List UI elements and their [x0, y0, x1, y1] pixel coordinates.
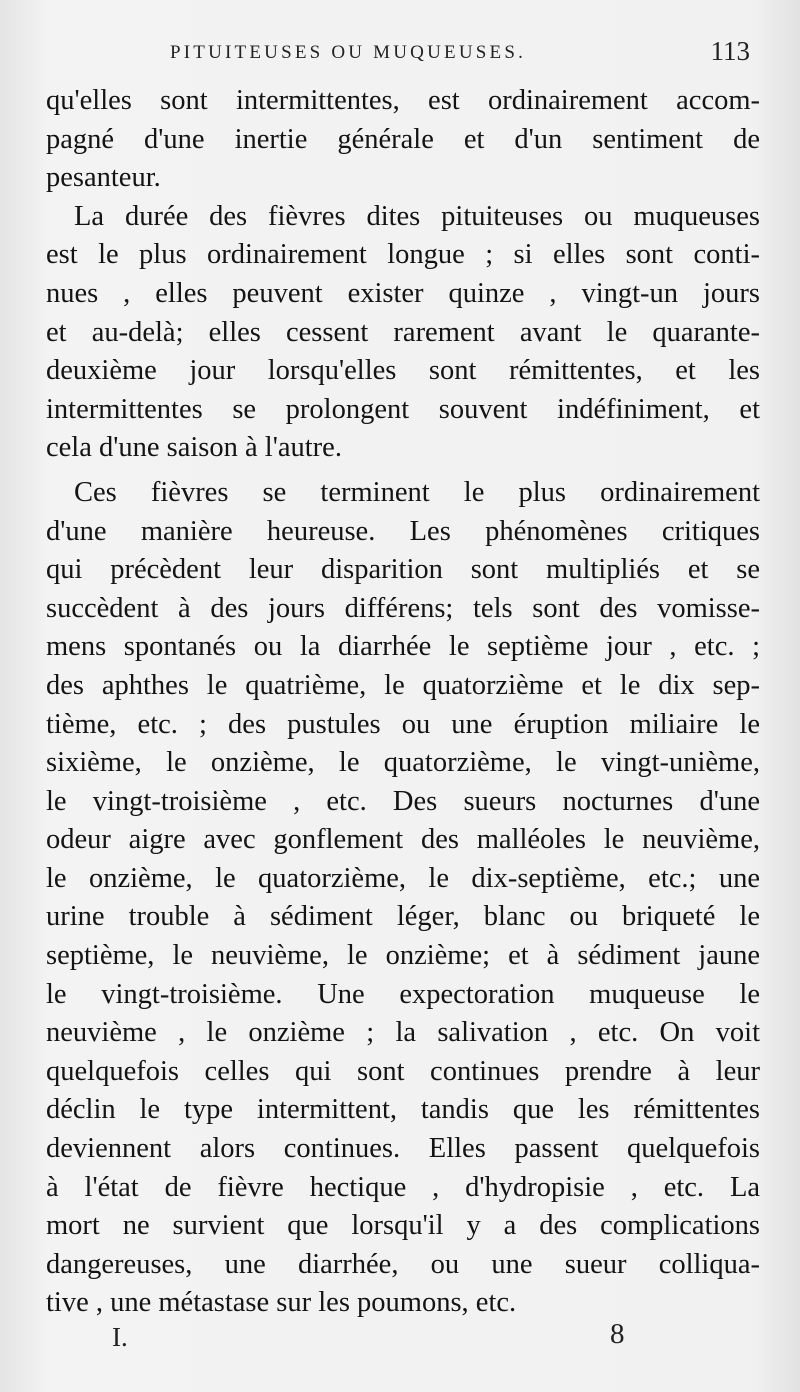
text-line: nues , elles peuvent exister quinze , vingt-un jours — [46, 277, 760, 309]
text-line: d'une manière heureuse. Les phénomènes critiques — [46, 515, 760, 547]
text-line: mort ne survient que lorsqu'il y a des complications — [46, 1210, 760, 1242]
text-line: est le plus ordinairement longue ; si elles sont conti- — [46, 239, 760, 271]
text-line: qui précèdent leur disparition sont multipliés et se — [46, 554, 760, 586]
text-line: neuvième , le onzième ; la salivation , etc. On voit — [46, 1017, 760, 1049]
text-line: le onzième, le quatorzième, le dix-septième, etc.; une — [46, 862, 760, 894]
text-line: tième, etc. ; des pustules ou une éruption miliaire le — [46, 708, 760, 740]
text-line: pagné d'une inertie générale et d'un sentiment de — [46, 123, 760, 155]
text-line: mens spontanés ou la diarrhée le septième jour , etc. ; — [46, 631, 760, 663]
text-line: dangereuses, une diarrhée, ou une sueur colliqua- — [46, 1248, 760, 1280]
text-line: déclin le type intermittent, tandis que les rémittentes — [46, 1094, 760, 1126]
text-line: odeur aigre avec gonflement des malléoles le neuvième, — [46, 824, 760, 856]
text-line: intermittentes se prolongent souvent indéfiniment, et — [46, 393, 760, 425]
body-text — [46, 82, 760, 1323]
text-line: deuxième jour lorsqu'elles sont rémittentes, et les — [46, 355, 760, 387]
signature-mark: I. — [112, 1322, 128, 1352]
text-line: urine trouble à sédiment léger, blanc ou briqueté le — [46, 901, 760, 933]
text-line: deviennent alors continues. Elles passent quelquefois — [46, 1133, 760, 1165]
page-number: 113 — [710, 36, 750, 66]
text-line: succèdent à des jours différens; tels sont des vomisse- — [46, 592, 760, 624]
text-line: La durée des fièvres dites pituiteuses ou muqueuses — [74, 200, 760, 232]
text-line: à l'état de fièvre hectique , d'hydropisie , etc. La — [46, 1171, 760, 1203]
text-line: sixième, le onzième, le quatorzième, le vingt-unième, — [46, 747, 760, 779]
text-line: quelquefois celles qui sont continues prendre à leur — [46, 1055, 760, 1087]
text-line: le vingt-troisième , etc. Des sueurs nocturnes d'une — [46, 785, 760, 817]
text-line: Ces fièvres se terminent le plus ordinairement — [74, 476, 760, 508]
text-line: tive , une métastase sur les poumons, etc. — [46, 1287, 517, 1319]
text-line: qu'elles sont intermittentes, est ordinairement accom- — [46, 85, 760, 116]
text-line: septième, le neuvième, le onzième; et à sédiment jaune — [46, 940, 760, 972]
gathering-number: 8 — [610, 1318, 625, 1350]
text-line: le vingt-troisième. Une expectoration muqueuse le — [46, 978, 760, 1010]
text-line: et au-delà; elles cessent rarement avant le quarante- — [46, 316, 760, 348]
text-line: pesanteur. — [46, 162, 161, 194]
text-line: cela d'une saison à l'autre. — [46, 432, 342, 464]
text-line: des aphthes le quatrième, le quatorzième et le dix sep- — [46, 669, 760, 701]
running-head: PITUITEUSES OU MUQUEUSES. — [170, 42, 527, 63]
